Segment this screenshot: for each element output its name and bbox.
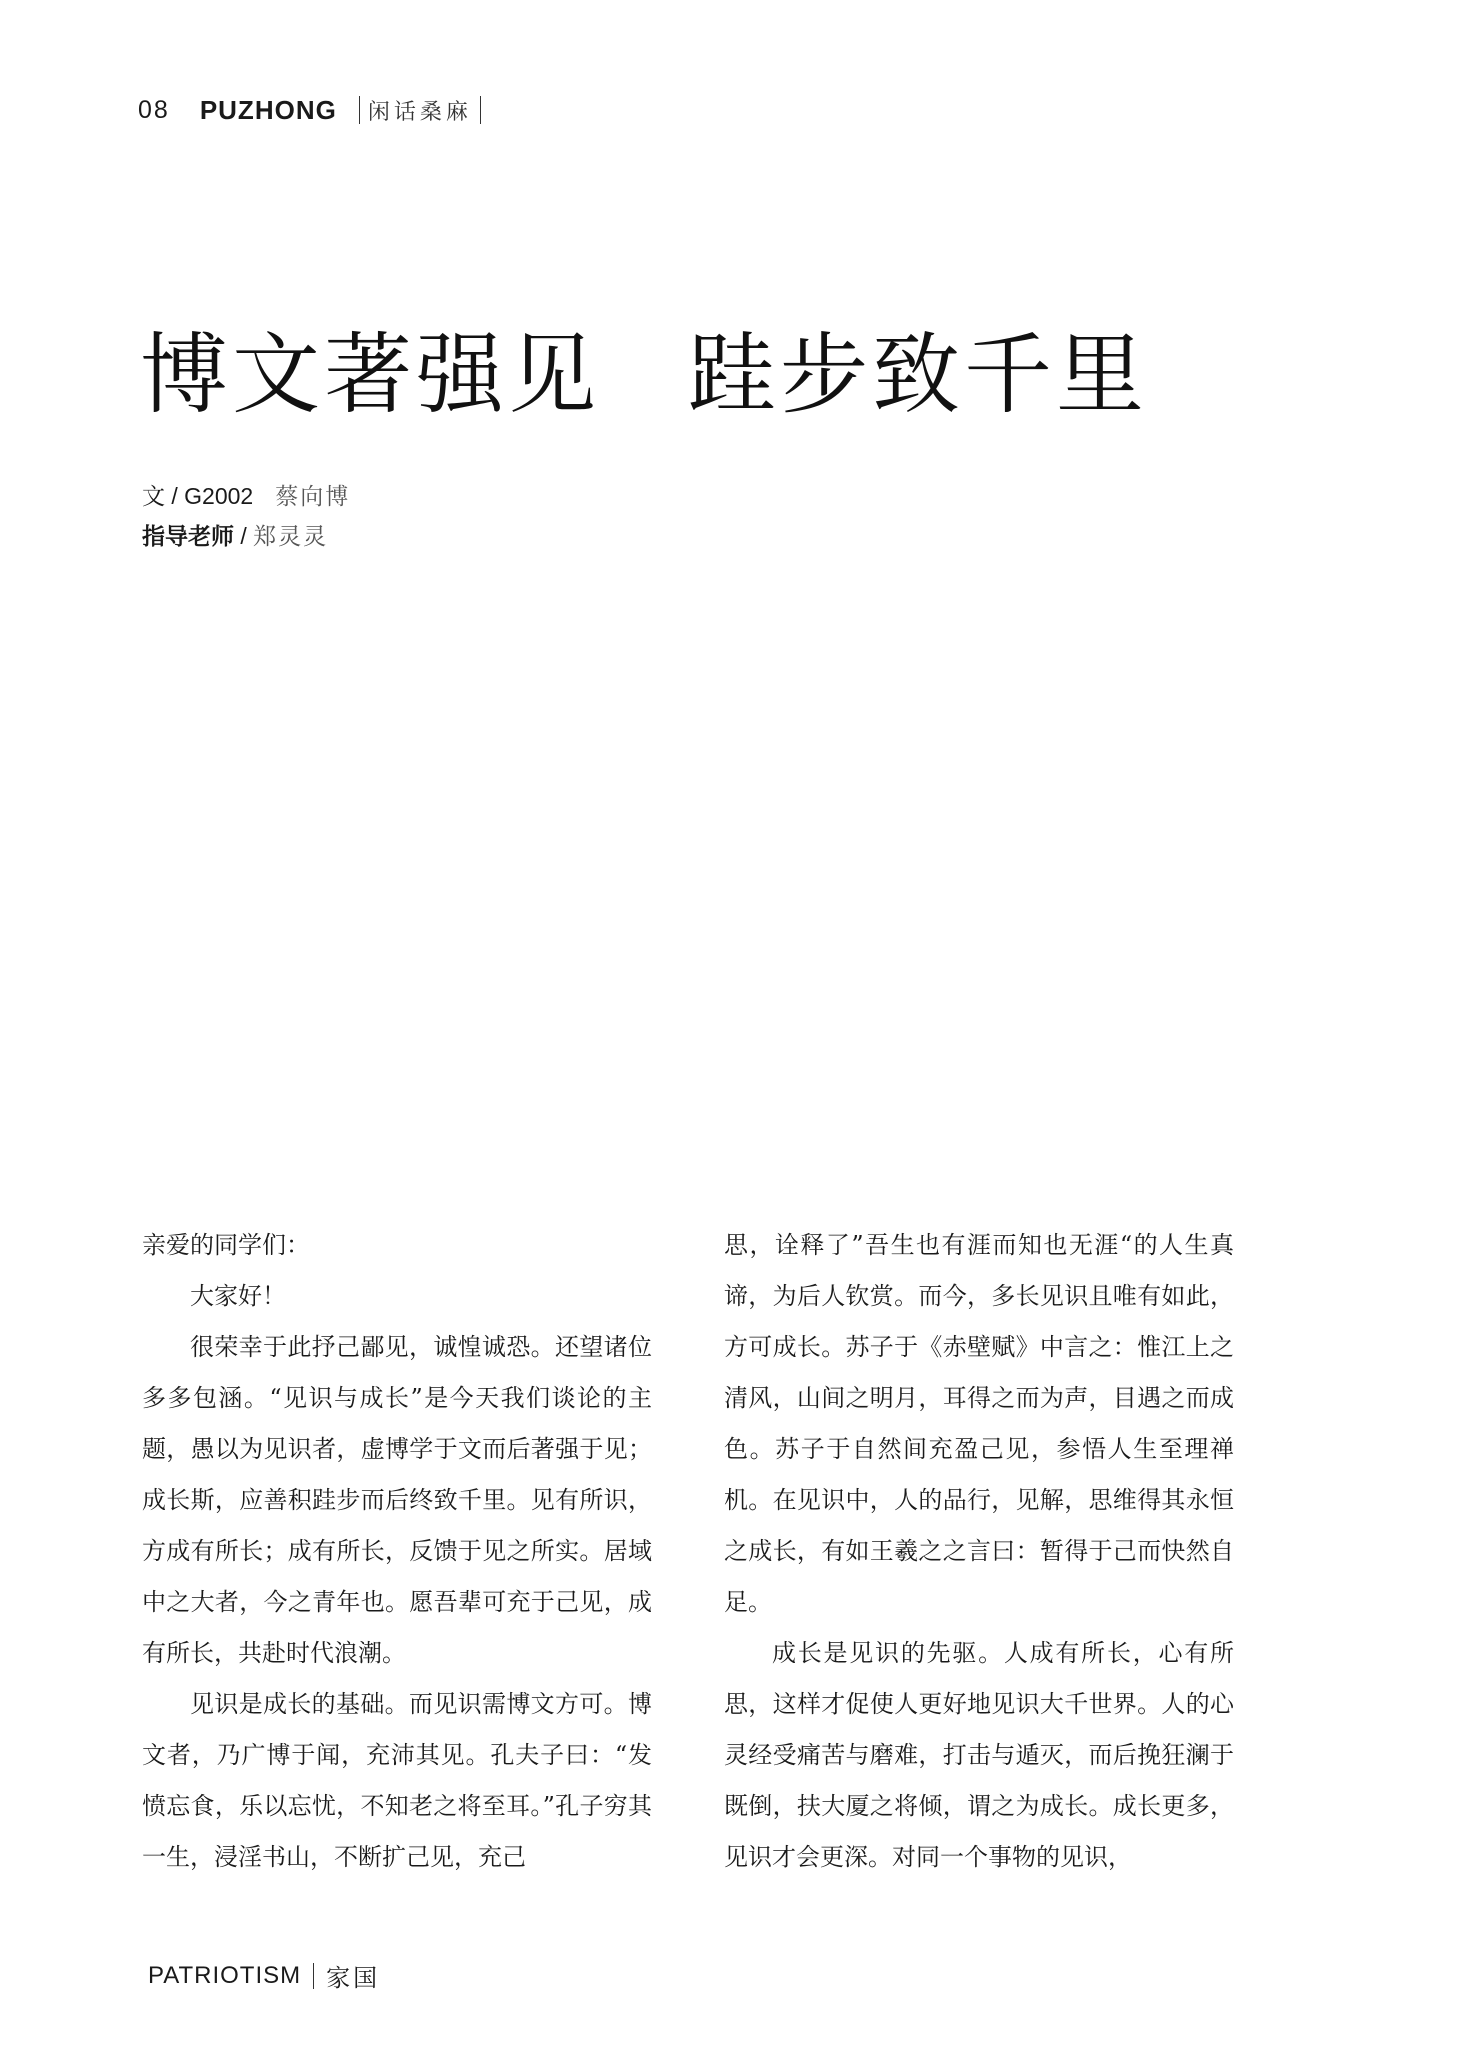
article-title bbox=[140, 305, 1148, 431]
title-part-2: 跬步致千里 bbox=[688, 323, 1149, 426]
section-name: 闲话桑麻 bbox=[367, 98, 472, 124]
paragraph: 见识是成长的基础。而见识需博文方可。博文者，乃广博于闻，充沛其见。孔夫子曰：“发愤忘食，乐以忘忧，不知老之将至耳。”孔子穷其一生，浸淫书山，不断扩己见，充己 bbox=[142, 1690, 652, 1871]
magazine-brand: PUZHONG bbox=[199, 94, 337, 125]
paragraph: 很荣幸于此抒己鄙见，诚惶诚恐。还望诸位多多包涵。“见识与成长”是今天我们谈论的主题，愚以为见识者，虚博学于文而后著强于见；成长斯，应善积跬步而后终致千里。见有所识，方成有所长；成有所长，反馈于见之所实。居域中之大者，今之青年也。愿吾辈可充于己见，成有所长，共赴时代浪潮。 bbox=[142, 1333, 652, 1667]
advisor-separator: / bbox=[234, 523, 254, 549]
author-line bbox=[142, 476, 350, 516]
byline bbox=[142, 476, 350, 556]
advisor-label: 指导老师 bbox=[142, 523, 234, 549]
footer-chinese: 家国 bbox=[326, 1965, 381, 1992]
title-part-1: 博文著强见 bbox=[140, 323, 601, 426]
body-column-left bbox=[142, 1220, 652, 1883]
body-column-right bbox=[724, 1220, 1234, 1883]
header-divider-right bbox=[480, 96, 481, 124]
paragraph: 大家好！ bbox=[190, 1282, 286, 1310]
paragraph: 亲爱的同学们： bbox=[142, 1231, 310, 1259]
author-name: 蔡向博 bbox=[275, 483, 351, 509]
page-number: 08 bbox=[138, 95, 170, 124]
advisor-name: 郑灵灵 bbox=[253, 523, 329, 549]
advisor-line bbox=[142, 516, 350, 556]
page-footer bbox=[148, 1958, 380, 1993]
footer-english: PATRIOTISM bbox=[148, 1961, 302, 1989]
author-prefix: 文 / G2002 bbox=[142, 483, 254, 509]
header-divider-left bbox=[359, 96, 360, 124]
footer-divider bbox=[313, 1963, 314, 1989]
paragraph: 思，诠释了”吾生也有涯而知也无涯“的人生真谛，为后人钦赏。而今，多长见识且唯有如此，方可成长。苏子于《赤壁赋》中言之：惟江上之清风，山间之明月，耳得之而为声，目遇之而成色。苏子于自然间充盈己见，参悟人生至理禅机。在见识中，人的品行，见解，思维得其永恒之成长，有如王羲之之言曰：暂得于己而快然自足。 bbox=[724, 1231, 1234, 1616]
paragraph: 成长是见识的先驱。人成有所长，心有所思，这样才促使人更好地见识大千世界。人的心灵经受痛苦与磨难，打击与遁灭，而后挽狂澜于既倒，扶大厦之将倾，谓之为成长。成长更多，见识才会更深。对同一个事物的见识， bbox=[724, 1639, 1234, 1871]
page-header bbox=[138, 90, 489, 130]
